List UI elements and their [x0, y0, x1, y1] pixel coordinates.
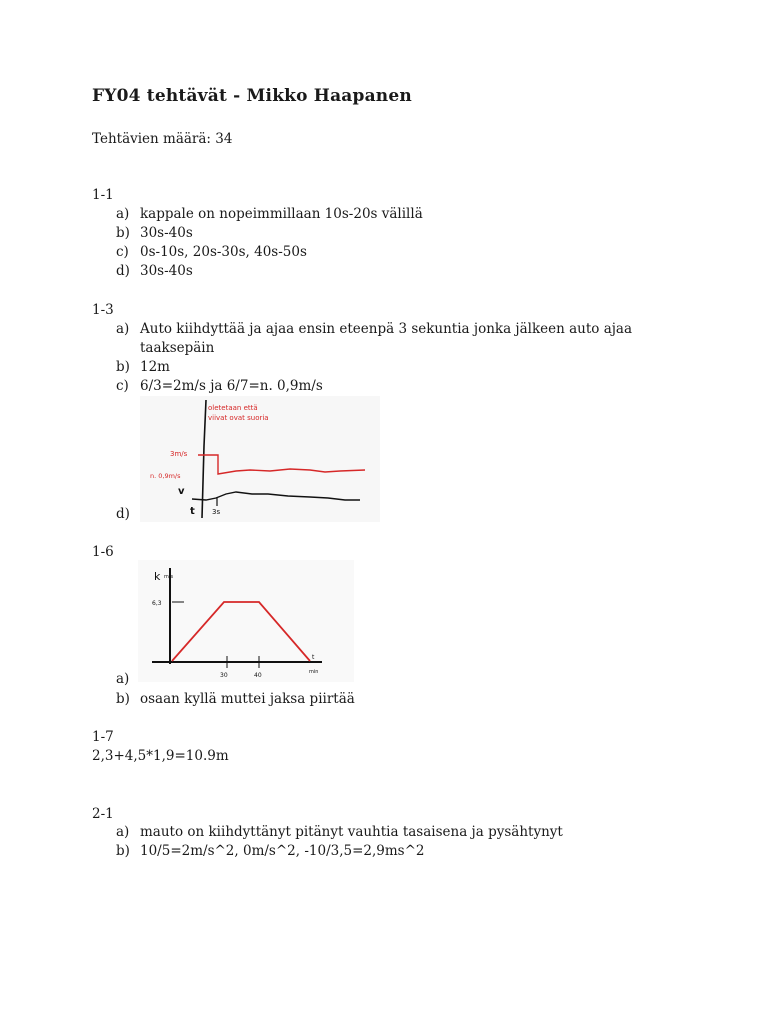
sketch-label-3ms: 3m/s	[170, 450, 188, 458]
item-text: kappale on nopeimmillaan 10s-20s välillä	[140, 206, 423, 222]
item-label: d)	[116, 263, 130, 279]
graph-y-tick-label: 6,3	[152, 600, 162, 607]
item-label: b)	[116, 843, 130, 859]
task-count: Tehtävien määrä: 34	[92, 131, 233, 147]
sketch-label-3s: 3s	[212, 508, 221, 516]
section-1-1-heading: 1-1	[92, 187, 114, 203]
item-label: d)	[116, 506, 130, 522]
sketch-note-line-1: oletetaan että	[208, 404, 258, 412]
item-label: c)	[116, 378, 129, 394]
graph-x-tick-label: 30	[220, 672, 228, 679]
graph-y-unit: m/s	[164, 574, 174, 580]
item-text: mauto on kiihdyttänyt pitänyt vauhtia tasaisena ja pysähtynyt	[140, 824, 563, 840]
velocity-graph-1-6	[138, 560, 354, 682]
item-label: b)	[116, 359, 130, 375]
document-title: FY04 tehtävät - Mikko Haapanen	[92, 86, 412, 106]
sketch-label-t: t	[190, 506, 195, 517]
graph-x-unit: min	[309, 669, 319, 675]
graph-y-label: k	[154, 570, 161, 583]
item-text: 0s-10s, 20s-30s, 40s-50s	[140, 244, 307, 260]
sketch-note-line-2: viivat ovat suoria	[208, 414, 269, 422]
section-1-7-heading: 1-7	[92, 729, 114, 745]
item-label: a)	[116, 824, 130, 840]
item-text: osaan kyllä muttei jaksa piirtää	[140, 691, 355, 707]
graph-x-tick-label: 40	[254, 672, 262, 679]
item-text: 10/5=2m/s^2, 0m/s^2, -10/3,5=2,9ms^2	[140, 843, 425, 859]
item-text: 30s-40s	[140, 263, 193, 279]
item-text: 6/3=2m/s ja 6/7=n. 0,9m/s	[140, 378, 323, 394]
item-label: b)	[116, 225, 130, 241]
section-2-1-heading: 2-1	[92, 806, 114, 822]
sketch-label-v: v	[178, 486, 185, 497]
item-text: Auto kiihdyttää ja ajaa ensin eteenpä 3 sekuntia jonka jälkeen auto ajaa	[140, 321, 633, 337]
section-1-3-heading: 1-3	[92, 302, 114, 318]
item-label: c)	[116, 244, 129, 260]
sketch-label-09ms: n. 0,9m/s	[150, 472, 181, 480]
section-1-7-answer: 2,3+4,5*1,9=10.9m	[92, 748, 229, 764]
graph-x-label-t: t	[312, 654, 315, 661]
item-label: a)	[116, 671, 130, 687]
item-label: b)	[116, 691, 130, 707]
section-1-6-heading: 1-6	[92, 544, 114, 560]
item-label: a)	[116, 321, 130, 337]
item-text-continued: taaksepäin	[140, 340, 215, 356]
item-label: a)	[116, 206, 130, 222]
item-text: 30s-40s	[140, 225, 193, 241]
velocity-sketch-1-3	[140, 396, 380, 522]
item-text: 12m	[140, 359, 170, 375]
